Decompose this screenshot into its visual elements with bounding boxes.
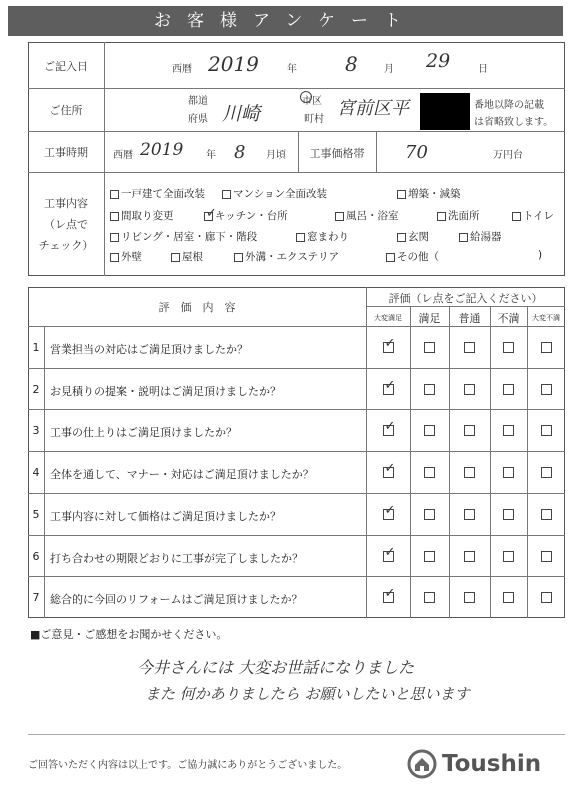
content-option-label: マンション全面改装 [233,188,328,200]
rating-checkbox[interactable] [503,384,514,395]
divider [527,306,528,618]
content-option-label: キッチン・台所 [215,210,288,222]
rating-checkbox[interactable] [541,342,552,353]
content-option[interactable] [512,208,554,223]
content-option-label: 玄関 [408,231,429,243]
content-option[interactable] [110,208,174,223]
question-number: 2 [32,382,40,396]
checkbox[interactable] [171,253,180,262]
question-number: 7 [32,591,40,605]
checkbox[interactable] [335,212,344,221]
content-option-label: 屋根 [182,251,203,263]
redacted-block [420,93,470,130]
content-option-label: 給湯器 [470,231,502,243]
divider [28,88,565,89]
content-option-label: 風呂・浴室 [346,210,399,222]
content-option[interactable] [296,229,349,244]
content-label-2: （レ点で [44,218,88,231]
content-option-label: リビング・居室・廊下・階段 [121,231,258,243]
evaluation-table [28,287,565,618]
address-note-1: 番地以降の記載 [474,100,544,111]
content-option-label: 外壁 [121,251,142,263]
divider [410,306,411,618]
opinion-line-2[interactable]: また 何かありましたら お願いしたいと思います [145,685,470,703]
content-option[interactable] [437,208,480,223]
divider [28,451,565,452]
divider [28,131,565,132]
footer-thanks: ご回答いただく内容は以上です。ご協力誠にありがとうございました。 [28,760,348,771]
rating-checkbox[interactable] [464,509,475,520]
opinion-line-1[interactable]: 今井さんには 大変お世話になりました [137,658,415,677]
question-number: 3 [32,424,40,438]
check-mark-icon: ✓ [384,461,396,477]
content-option-label: 間取り変更 [121,210,174,222]
divider [28,576,565,577]
rating-checkbox[interactable] [464,384,475,395]
price-unit: 万円台 [493,150,523,161]
question-number: 5 [32,507,40,521]
content-option[interactable] [171,249,203,264]
rating-column-header: 満足 [418,312,441,325]
rating-checkbox[interactable] [541,467,552,478]
question-text: 全体を通して、マナー・対応はご満足頂けましたか？ [50,468,314,482]
divider [490,306,491,618]
question-text: 工事の仕上りはご満足頂けましたか？ [50,426,237,440]
period-era: 西暦 [113,150,133,161]
content-option-label: トイレ [523,210,554,222]
date-year-value[interactable]: 2019 [208,52,259,76]
rating-checkbox[interactable] [383,502,396,520]
rating-column-header: 不満 [497,312,520,325]
checkbox[interactable] [110,212,119,221]
rating-checkbox[interactable] [424,342,435,353]
date-month-value[interactable]: 8 [345,52,358,76]
check-mark-icon: ✓ [384,377,396,393]
rating-checkbox[interactable] [464,592,475,603]
content-option-label: 一戸建て全面改装 [121,188,205,200]
content-label-3: チェック） [38,239,94,252]
checkbox[interactable] [234,253,243,262]
rating-checkbox[interactable] [503,425,514,436]
content-option-label: 窓まわり [307,231,349,243]
question-text: 工事内容に対して価格はご満足頂けましたか？ [50,509,281,523]
divider [28,734,565,735]
divider [28,409,565,410]
divider [28,535,565,536]
rating-checkbox[interactable] [383,377,396,395]
content-option-label: 洗面所 [448,210,480,222]
rating-column-header: 大変不満 [532,314,560,322]
divider [28,172,565,173]
rating-checkbox[interactable] [383,419,396,436]
rating-checkbox[interactable] [503,467,514,478]
rating-checkbox[interactable] [464,342,475,353]
divider [28,368,565,369]
question-number: 4 [32,466,40,480]
address-label: ご住所 [49,104,83,117]
date-label: ご記入日 [44,60,88,73]
rating-checkbox[interactable] [424,509,435,520]
check-mark-icon: ✓ [384,544,396,560]
city-circle-mark [300,91,312,103]
content-option[interactable] [397,186,461,201]
checkbox[interactable] [110,190,119,199]
question-text: 営業担当の対応はご満足頂けましたか？ [50,343,248,356]
content-option-label: 外溝・エクステリア [245,251,340,263]
rating-checkbox[interactable] [383,336,396,353]
rating-checkbox[interactable] [503,509,514,520]
date-era: 西暦 [172,64,192,75]
content-option[interactable] [110,229,257,244]
date-month-unit: 月 [384,64,394,75]
checkbox[interactable] [110,233,119,242]
rating-column-header: 大変満足 [374,314,402,322]
city-value[interactable]: 宮前区平 [337,98,409,119]
rating-checkbox[interactable] [541,384,552,395]
content-option[interactable] [110,249,142,264]
checkbox[interactable] [512,212,521,221]
pref-value[interactable]: 川崎 [222,103,261,125]
rating-checkbox[interactable] [503,342,514,353]
rating-checkbox[interactable] [541,425,552,436]
rating-checkbox[interactable] [424,384,435,395]
period-month-value[interactable]: 8 [234,142,246,163]
rating-checkbox[interactable] [541,509,552,520]
pref-top: 都道 [188,96,208,107]
period-label: 工事時期 [44,146,88,159]
content-option-label: 増築・減築 [408,188,461,200]
period-month-unit: 月頃 [266,150,286,161]
rating-checkbox[interactable] [424,425,435,436]
question-number: 6 [32,549,40,563]
question-text: お見積りの提案・説明はご満足頂けましたか？ [50,384,281,398]
pref-bottom: 府県 [188,114,208,125]
rating-column-header: 普通 [458,312,481,325]
date-day-unit: 日 [478,64,488,75]
content-option[interactable] [386,249,439,264]
content-option[interactable] [335,208,399,223]
price-label: 工事価格帯 [309,147,365,160]
other-close-paren: ) [538,249,543,261]
opinion-label: ■ご意見・ご感想をお聞かせください。 [30,628,228,641]
divider [28,493,565,494]
rating-checkbox[interactable] [464,467,475,478]
question-number: 1 [32,341,40,354]
divider [44,326,45,618]
question-text: 打ち合わせの期限どおりに工事が完了しましたか？ [50,551,303,565]
rating-checkbox[interactable] [383,586,396,603]
city-top: 市区 [302,96,322,107]
rating-checkbox[interactable] [383,544,396,562]
rating-checkbox[interactable] [424,467,435,478]
divider [449,306,450,618]
rating-checkbox[interactable] [541,592,552,603]
checkbox[interactable] [437,212,446,221]
checkbox[interactable] [296,233,305,242]
divider [28,326,565,327]
survey-title: お客様アンケート [8,6,563,36]
content-option[interactable] [234,249,339,264]
date-day-value[interactable]: 29 [426,50,451,72]
divider [366,287,367,618]
rating-checkbox[interactable] [424,551,435,562]
content-option[interactable] [110,186,205,201]
question-text: 総合的に今回のリフォームはご満足頂けましたか？ [50,593,303,607]
company-logo: Toushin [442,751,542,777]
content-option[interactable] [222,186,327,201]
divider [366,306,565,307]
content-option-label: その他（ [397,251,439,263]
address-note-2: は省略致します。 [474,117,554,128]
eval-rating-header: 評価（レ点をご記入ください） [388,292,543,305]
checkbox[interactable] [204,205,217,221]
rating-checkbox[interactable] [503,551,514,562]
check-mark-icon: ✓ [384,419,396,435]
rating-checkbox[interactable] [464,551,475,562]
period-year-unit: 年 [206,150,216,161]
checkbox[interactable] [222,190,231,199]
checkbox[interactable] [386,253,395,262]
check-mark-icon: ✓ [206,205,217,221]
checkbox[interactable] [459,233,468,242]
date-year-unit: 年 [287,64,297,75]
price-value[interactable]: 70 [405,142,428,163]
checkbox[interactable] [397,190,406,199]
check-mark-icon: ✓ [384,502,396,518]
rating-checkbox[interactable] [464,425,475,436]
period-year-value[interactable]: 2019 [140,140,184,160]
content-option[interactable] [459,229,502,244]
rating-checkbox[interactable] [541,551,552,562]
divider [104,42,105,276]
checkbox[interactable] [397,233,406,242]
rating-checkbox[interactable] [424,592,435,603]
logo-house-icon [407,749,437,779]
content-option[interactable] [397,229,429,244]
check-mark-icon: ✓ [384,586,396,602]
content-label-1: 工事内容 [44,197,88,210]
divider [376,131,377,172]
rating-checkbox[interactable] [503,592,514,603]
city-bottom: 町村 [304,114,324,125]
content-option[interactable] [204,205,288,223]
checkbox[interactable] [110,253,119,262]
rating-checkbox[interactable] [383,461,396,478]
check-mark-icon: ✓ [384,336,396,351]
eval-content-header: 評 価 内 容 [158,301,236,314]
